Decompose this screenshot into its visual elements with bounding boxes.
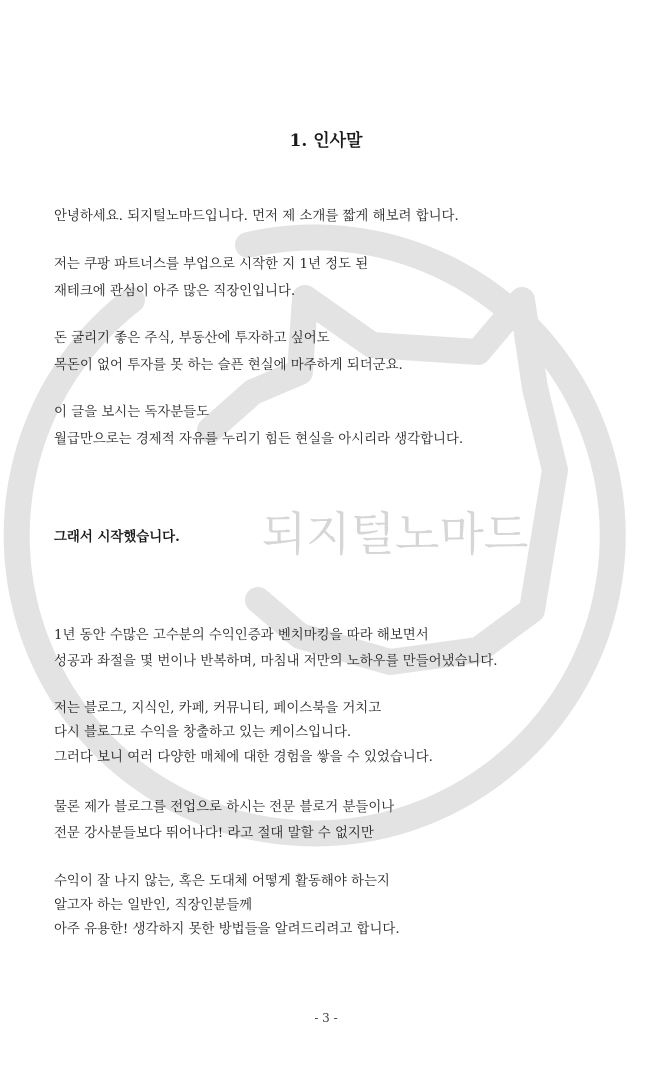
watermark-text: 되지털노마드: [261, 507, 529, 561]
paragraph-line: 전문 강사분들보다 뛰어나다! 라고 절대 말할 수 없지만: [54, 826, 374, 841]
paragraph-line: 저는 블로그, 지식인, 카페, 커뮤니티, 페이스북을 거치고: [54, 701, 382, 716]
paragraph-line: 알고자 하는 일반인, 직장인분들께: [54, 898, 253, 913]
paragraph-line: 재테크에 관심이 아주 많은 직장인입니다.: [54, 284, 296, 299]
paragraph-line: 성공과 좌절을 몇 번이나 반복하며, 마침내 저만의 노하우를 만들어냈습니다.: [54, 654, 498, 669]
page-number: - 3 -: [314, 1011, 338, 1025]
paragraph-line: 아주 유용한! 생각하지 못한 방법들을 알려드리려고 합니다.: [54, 922, 400, 937]
paragraph-line: 저는 쿠팡 파트너스를 부업으로 시작한 지 1년 정도 된: [54, 257, 369, 272]
page-title: 1. 인사말: [289, 131, 363, 151]
paragraph-line: 1년 동안 수많은 고수분의 수익인증과 벤치마킹을 따라 해보면서: [54, 628, 429, 643]
emphasis-line: 그래서 시작했습니다.: [54, 529, 180, 545]
paragraph-line: 다시 블로그로 수익을 창출하고 있는 케이스입니다.: [54, 725, 352, 740]
paragraph-line: 이 글을 보시는 독자분들도: [54, 405, 210, 420]
paragraph-line: 월급만으로는 경제적 자유를 누리기 힘든 현실을 아시리라 생각합니다.: [54, 432, 464, 447]
paragraph-line: 물론 제가 블로그를 전업으로 하시는 전문 블로거 분들이나: [54, 800, 395, 815]
paragraph-line: 수익이 잘 나지 않는, 혹은 도대체 어떻게 활동해야 하는지: [54, 874, 390, 889]
paragraph-line: 돈 굴리기 좋은 주식, 부동산에 투자하고 싶어도: [54, 331, 330, 346]
paragraph-line: 목돈이 없어 투자를 못 하는 슬픈 현실에 마주하게 되더군요.: [54, 358, 403, 373]
paragraph-line: 그러다 보니 여러 다양한 매체에 대한 경험을 쌓을 수 있었습니다.: [54, 750, 433, 765]
paragraph-line: 안녕하세요. 되지털노마드입니다. 먼저 제 소개를 짧게 해보려 합니다.: [54, 209, 459, 224]
